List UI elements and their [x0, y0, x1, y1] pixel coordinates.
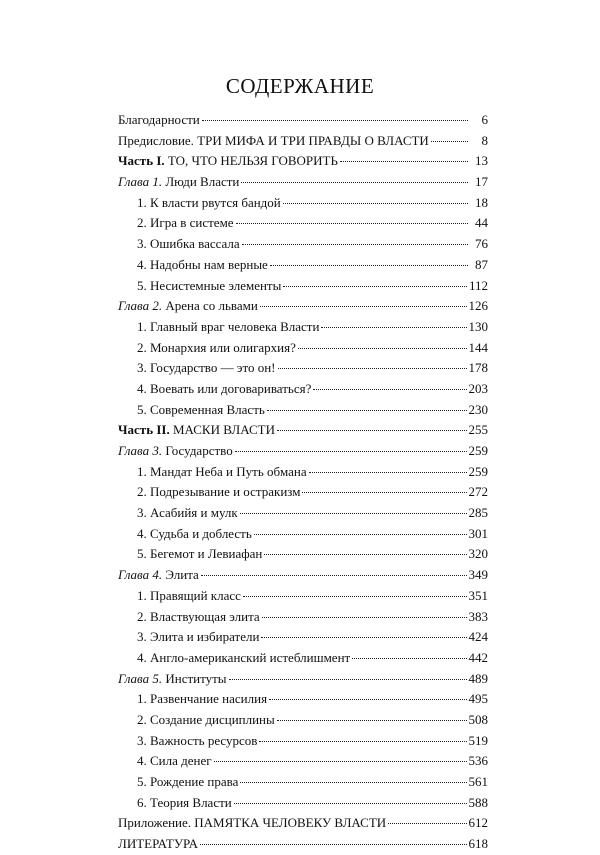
toc-page-number: 508 — [468, 711, 488, 727]
toc-entry-text: 4. Надобны нам верные — [137, 256, 268, 272]
toc-entry — [118, 627, 488, 648]
toc-entry-text: 4. Англо-американский истеблишмент — [137, 649, 351, 665]
toc-entry — [118, 420, 488, 441]
toc-page-number: 495 — [468, 691, 488, 707]
toc-page-number: 259 — [468, 443, 488, 458]
toc-entry-label — [137, 213, 234, 234]
toc-entry-label — [137, 379, 311, 400]
toc-entry-label — [118, 296, 258, 317]
toc-entry-label — [137, 627, 259, 648]
toc-page-number: 17 — [475, 174, 488, 190]
dot-leader — [243, 595, 467, 597]
toc-page-number: 536 — [468, 753, 488, 769]
toc-entry-text: 5. Современная Власть — [137, 401, 265, 417]
toc-page-number: 13 — [475, 153, 488, 169]
toc-page-number: 618 — [468, 836, 488, 852]
toc-entry-label — [137, 731, 257, 752]
toc-entry-label — [137, 400, 265, 421]
toc-page-number: 612 — [468, 815, 488, 831]
toc-page-number: 588 — [468, 794, 488, 810]
toc-entry — [118, 482, 488, 503]
toc-page-number: 130 — [468, 318, 488, 334]
toc-entry-label — [137, 772, 238, 793]
toc-entry-label — [118, 151, 338, 172]
toc-page-number: 442 — [468, 649, 488, 665]
toc-page-number: 259 — [468, 463, 488, 479]
toc-entry-text: Институты — [162, 670, 227, 686]
toc-entry-text: МАСКИ ВЛАСТИ — [169, 422, 275, 438]
toc-entry — [118, 276, 488, 297]
toc-entry-text: 4. Сила денег — [137, 753, 212, 769]
toc-entry — [118, 731, 488, 752]
toc-page-number: 18 — [475, 194, 488, 210]
toc-entry-label — [137, 276, 281, 297]
toc-entry — [118, 379, 488, 400]
toc-entry — [118, 441, 488, 462]
dot-leader — [241, 181, 468, 183]
toc-entry-text: 2. Властвующая элита — [137, 608, 260, 624]
toc-page-number: 87 — [475, 256, 488, 272]
table-of-contents — [118, 110, 488, 855]
dot-leader — [200, 843, 467, 845]
toc-entry-text: 4. Воевать или договариваться? — [137, 380, 312, 396]
dot-leader — [214, 760, 467, 762]
toc-entry-text: 2. Монархия или олигархия? — [137, 339, 296, 355]
dot-leader — [388, 822, 466, 824]
toc-page-number: 178 — [468, 360, 488, 376]
toc-entry-label — [118, 813, 386, 834]
toc-entry-text: 5. Рождение права — [137, 774, 239, 789]
dot-leader — [261, 636, 466, 638]
toc-entry-text: 3. Ошибка вассала — [137, 236, 240, 252]
dot-leader — [259, 740, 466, 742]
toc-page-number: 255 — [468, 422, 488, 438]
toc-page-number: 349 — [468, 567, 488, 583]
dot-leader — [277, 429, 467, 431]
toc-page-number: 272 — [468, 484, 488, 500]
dot-leader — [283, 202, 468, 204]
dot-leader — [340, 160, 468, 162]
toc-entry-text: Арена со львами — [162, 298, 258, 314]
toc-entry-label — [137, 338, 296, 359]
toc-entry-text: 1. Мандат Неба и Путь обмана — [137, 463, 307, 479]
toc-entry-label — [137, 524, 252, 545]
toc-entry-text: 1. К власти рвутся бандой — [137, 194, 281, 210]
toc-page-number: 519 — [468, 732, 488, 748]
toc-entry — [118, 813, 488, 834]
toc-entry-text: 1. Правящий класс — [137, 587, 241, 603]
toc-entry-text: Предисловие. ТРИ МИФА И ТРИ ПРАВДЫ О ВЛАСТИ — [118, 132, 429, 148]
toc-entry — [118, 565, 488, 586]
toc-entry — [118, 131, 488, 152]
dot-leader — [260, 305, 467, 307]
toc-entry-label — [137, 482, 300, 503]
dot-leader — [242, 243, 468, 245]
toc-entry — [118, 255, 488, 276]
toc-page-number: 112 — [468, 277, 488, 293]
toc-entry-text: Благодарности — [118, 112, 200, 127]
toc-entry-text: 5. Бегемот и Левиафан — [137, 546, 263, 562]
dot-leader — [269, 698, 466, 700]
toc-entry-label — [137, 607, 260, 628]
toc-entry-label — [137, 255, 268, 276]
dot-leader — [267, 409, 467, 411]
toc-entry — [118, 234, 488, 255]
toc-entry — [118, 834, 488, 855]
toc-entry-label — [137, 462, 307, 483]
dot-leader — [321, 326, 466, 328]
toc-entry-label — [137, 586, 241, 607]
toc-entry — [118, 296, 488, 317]
dot-leader — [235, 450, 467, 452]
toc-entry — [118, 751, 488, 772]
toc-entry-text: Государство — [162, 443, 233, 458]
toc-page-number: 230 — [468, 401, 488, 417]
page-title: СОДЕРЖАНИЕ — [225, 74, 375, 98]
toc-entry-text: 6. Теория Власти — [137, 794, 232, 810]
dot-leader — [309, 471, 467, 473]
dot-leader — [431, 140, 468, 142]
toc-entry — [118, 151, 488, 172]
toc-entry-label — [137, 317, 319, 338]
dot-leader — [254, 533, 467, 535]
toc-entry-text: 2. Создание дисциплины — [137, 711, 275, 727]
toc-entry-label — [137, 193, 281, 214]
toc-entry-label — [137, 689, 267, 710]
toc-entry — [118, 172, 488, 193]
toc-entry — [118, 607, 488, 628]
toc-entry-text: 2. Подрезывание и остракизм — [137, 484, 301, 500]
toc-page-number: 126 — [468, 298, 488, 314]
chapter-prefix: Глава 4. — [118, 567, 163, 583]
chapter-prefix: Глава 1. — [118, 174, 163, 190]
toc-page-number: 6 — [481, 112, 488, 127]
part-prefix: Часть II. — [118, 422, 170, 438]
toc-entry-label — [137, 358, 276, 379]
toc-entry-text: 3. Государство — это он! — [137, 360, 276, 376]
chapter-prefix: Глава 3. — [118, 443, 163, 458]
toc-entry-label — [137, 710, 275, 731]
toc-entry — [118, 110, 488, 131]
toc-entry — [118, 358, 488, 379]
dot-leader — [236, 222, 468, 224]
part-prefix: Часть I. — [118, 153, 165, 169]
toc-entry-label — [118, 172, 239, 193]
dot-leader — [240, 512, 467, 514]
toc-entry — [118, 669, 488, 690]
toc-entry — [118, 317, 488, 338]
chapter-prefix: Глава 2. — [118, 298, 163, 314]
dot-leader — [234, 802, 467, 804]
toc-page-number: 285 — [468, 505, 488, 521]
toc-entry-text: 5. Несистемные элементы — [137, 277, 282, 293]
toc-entry-text: Люди Власти — [162, 174, 240, 190]
toc-entry-text: ЛИТЕРАТУРА — [118, 836, 198, 852]
toc-page-number: 44 — [475, 215, 488, 231]
toc-entry — [118, 648, 488, 669]
toc-entry — [118, 544, 488, 565]
toc-entry — [118, 338, 488, 359]
toc-entry — [118, 772, 488, 793]
dot-leader — [313, 388, 466, 390]
toc-entry-text: 1. Главный враг человека Власти — [137, 318, 320, 334]
toc-entry — [118, 710, 488, 731]
toc-entry — [118, 462, 488, 483]
toc-entry — [118, 524, 488, 545]
toc-entry-label — [118, 420, 275, 441]
toc-page-number: 561 — [468, 774, 488, 789]
toc-entry-text: 3. Важность ресурсов — [137, 732, 258, 748]
toc-page-number: 424 — [468, 629, 488, 645]
toc-entry-text: 3. Элита и избиратели — [137, 629, 260, 645]
toc-entry-text: 2. Игра в системе — [137, 215, 234, 231]
dot-leader — [277, 719, 467, 721]
toc-entry-text: 1. Развенчание насилия — [137, 691, 268, 707]
dot-leader — [262, 616, 467, 618]
toc-page-number: 351 — [468, 587, 488, 603]
toc-entry-label — [137, 544, 262, 565]
toc-entry — [118, 213, 488, 234]
toc-page-number: 383 — [468, 608, 488, 624]
toc-entry-label — [118, 110, 200, 131]
toc-entry-text: ТО, ЧТО НЕЛЬЗЯ ГОВОРИТЬ — [164, 153, 338, 169]
dot-leader — [264, 553, 466, 555]
dot-leader — [298, 347, 467, 349]
toc-entry-label — [118, 565, 199, 586]
toc-entry — [118, 586, 488, 607]
toc-entry — [118, 793, 488, 814]
dot-leader — [278, 367, 467, 369]
toc-entry-text: 3. Асабийя и мулк — [137, 505, 238, 521]
dot-leader — [352, 657, 466, 659]
toc-entry-label — [118, 834, 198, 855]
toc-entry-label — [137, 648, 350, 669]
toc-entry-label — [118, 131, 429, 152]
dot-leader — [240, 781, 466, 783]
toc-entry-label — [137, 503, 238, 524]
dot-leader — [283, 285, 467, 287]
toc-entry — [118, 689, 488, 710]
toc-entry-text: Приложение. ПАМЯТКА ЧЕЛОВЕКУ ВЛАСТИ — [118, 815, 387, 831]
chapter-prefix: Глава 5. — [118, 670, 163, 686]
toc-entry — [118, 400, 488, 421]
toc-page-number: 320 — [468, 546, 488, 562]
toc-entry-label — [118, 669, 227, 690]
dot-leader — [202, 119, 468, 121]
toc-page-number: 76 — [475, 236, 488, 252]
toc-entry-label — [137, 793, 232, 814]
toc-entry — [118, 193, 488, 214]
toc-page-number: 203 — [468, 380, 488, 396]
toc-entry — [118, 503, 488, 524]
dot-leader — [201, 574, 467, 576]
toc-entry-text: Элита — [162, 567, 199, 583]
toc-entry-label — [137, 234, 240, 255]
toc-page-number: 144 — [468, 339, 488, 355]
toc-page-number: 489 — [468, 670, 488, 686]
toc-page-number: 301 — [468, 525, 488, 541]
dot-leader — [229, 678, 467, 680]
toc-entry-text: 4. Судьба и доблесть — [137, 525, 252, 541]
dot-leader — [302, 491, 466, 493]
toc-page-number: 8 — [481, 132, 488, 148]
toc-entry-label — [137, 751, 212, 772]
toc-entry-label — [118, 441, 233, 462]
dot-leader — [270, 264, 468, 266]
